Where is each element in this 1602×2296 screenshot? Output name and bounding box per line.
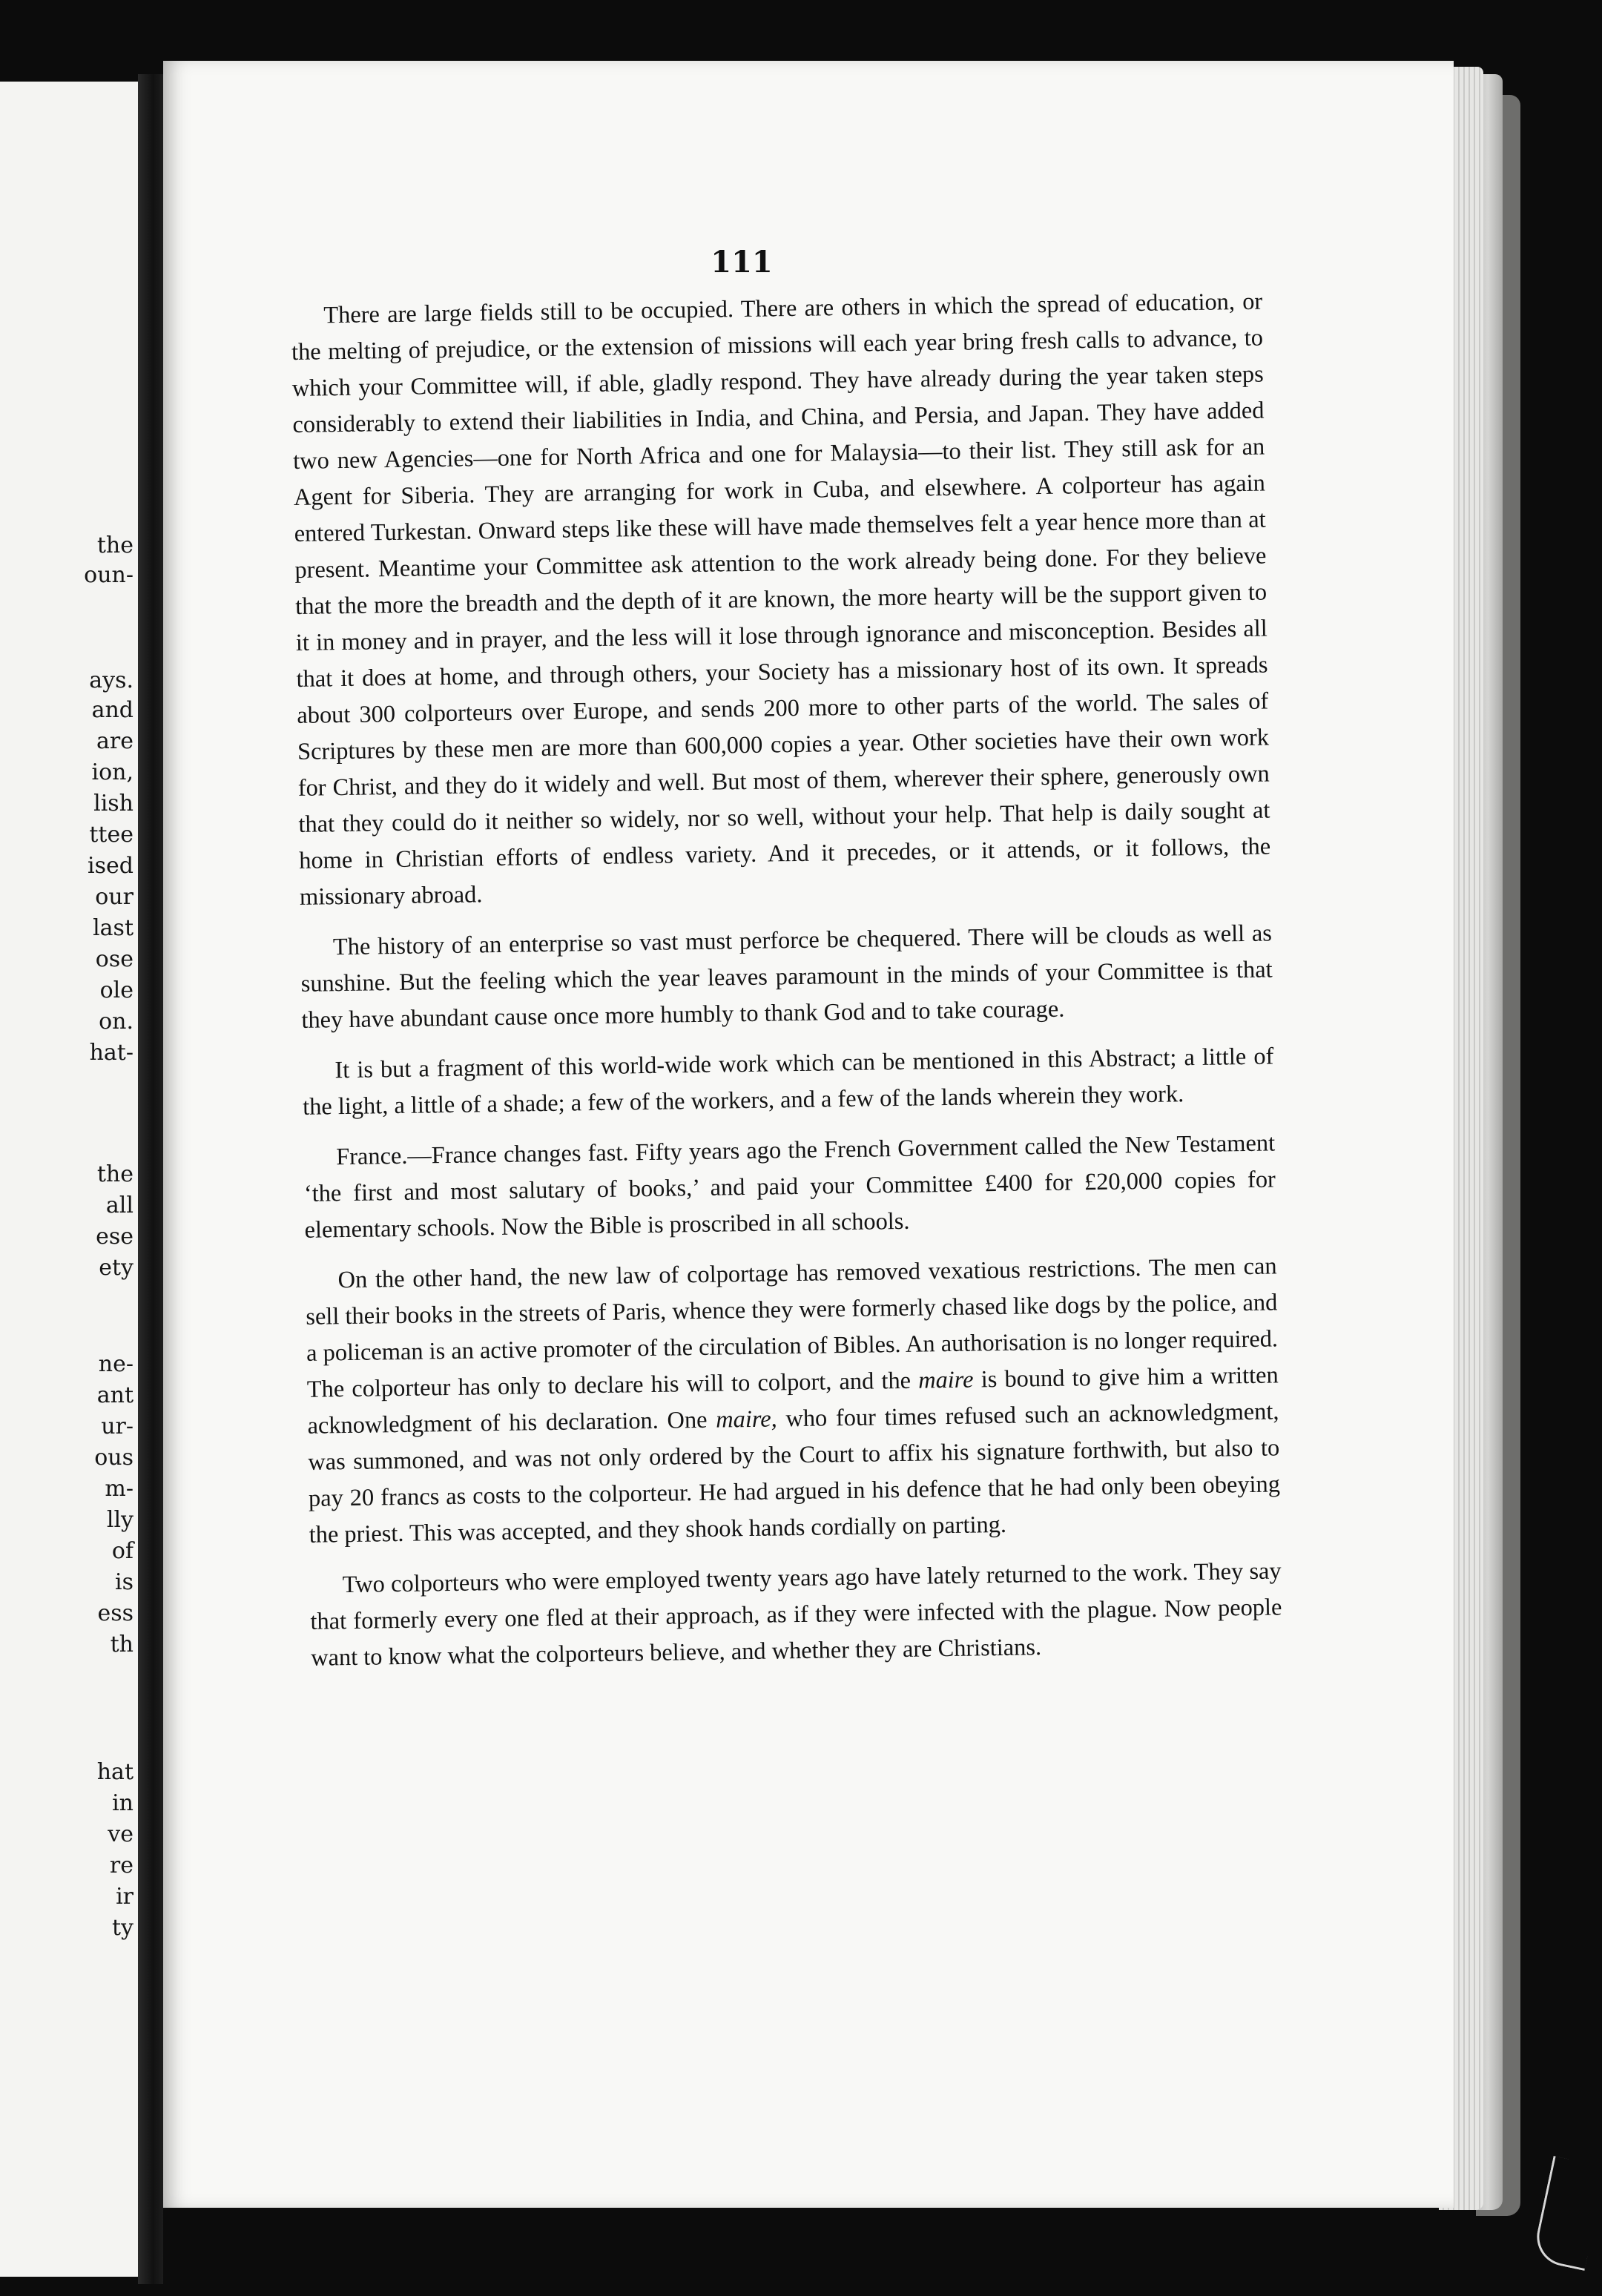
- book-gutter: [138, 74, 163, 2284]
- left-fragment: ve: [108, 1821, 134, 1847]
- left-fragment: in: [112, 1790, 134, 1816]
- left-fragment: ays.: [89, 667, 134, 693]
- left-fragment: the: [96, 532, 134, 558]
- left-fragment: ir: [116, 1884, 134, 1910]
- left-fragment: lish: [93, 791, 134, 817]
- page-number: 111: [711, 245, 773, 280]
- text-run: who four times refused such an acknowledgment, was summoned, and was not only ordered by the Court to affix his signature forthwith, but also to pay 20 francs as costs to the colporteur. He had argued in his defence that he had only been obeying the priest. This was accepted, and they shook hands cordially on parting.: [308, 1398, 1281, 1548]
- left-fragment: ole: [99, 977, 134, 1003]
- left-fragment: our: [95, 884, 134, 910]
- left-fragment: ty: [111, 1915, 134, 1941]
- left-fragment: ous: [94, 1445, 134, 1471]
- left-fragment: lly: [106, 1507, 134, 1533]
- left-fragment: ion,: [91, 759, 134, 785]
- left-fragment: and: [91, 697, 134, 723]
- page-body: [291, 284, 1283, 1691]
- paragraph-history: The history of an enterprise so vast must perforce be chequered. There will be clouds as well as sunshine. But the feeling which the year leaves paramount in the minds of your Committee is that they have abundant cause once more humbly to thank God and to take courage.: [300, 920, 1273, 1034]
- left-facing-page: [0, 82, 138, 2277]
- paragraph-returned-colporteurs: Two colporteurs who were employed twenty years ago have lately returned to the work. They say that formerly every one fled at their approach, as if they were infected with the plague. Now people want to know what the colporteurs believe, and whether they are Christians.: [310, 1557, 1282, 1672]
- paragraph-fields: There are large fields still to be occupied. There are others in which the spread of education, or the melting of prejudice, or the extension of missions will each year bring fresh calls to advance, to which your Committee will, if able, gladly respond. They have already during the year taken steps considerably to extend their liabilities in India, and China, and Persia, and Japan. They have added two new Agencies—one for North Africa and one for Malaysia—to their list. They still ask for an Agent for Siberia. They are arranging for work in Cuba, and elsewhere. A colporteur has again entered Turkestan. Onward steps like these will have made themselves felt a year hence more than at present. Meantime your Committee ask attention to the work already being done. For they believe that the more the breadth and the depth of it are known, the more hearty will be the support given to it in money and in prayer, and the less will it lose through ignorance and misconception. Besides all that it does at home, and through others, your Society has a missionary host of its own. It spreads about 300 colporteurs over Europe, and sends 200 more to other parts of the world. The sales of Scriptures by these men are more than 600,000 copies a year. Other societies have their own work for Christ, and they do it widely and well. But most of them, wherever their sphere, generously own that they could do it neither so widely, nor so well, without your help. That help is daily sought at home in Christian efforts of endless variety. And it precedes, or it attends, or it follows, the missionary abroad.: [291, 288, 1271, 911]
- text-run: is bound to give him a written acknowledgment of his declaration. One: [307, 1362, 1279, 1439]
- left-fragment: oun-: [84, 562, 134, 588]
- left-fragment: m-: [105, 1476, 134, 1502]
- left-fragment: are: [96, 728, 134, 754]
- paragraph-fragment: It is but a fragment of this world-wide work which can be mentioned in this Abstract; a little of the light, a little of a shade; a few of the workers, and a few of the lands wherein they work.: [302, 1043, 1274, 1121]
- italic-term: maire: [917, 1366, 974, 1394]
- left-fragment: ose: [95, 946, 134, 972]
- paragraph-france: France.—France changes fast. Fifty years ago the French Government called the New Testament ‘the first and most salutary of books,’ and paid your Committee £400 for £20,000 copies for elementary schools. Now the Bible is proscribed in all schools.: [303, 1129, 1276, 1244]
- paragraph-colportage-law: [305, 1248, 1281, 1553]
- left-fragment: ne-: [98, 1351, 134, 1377]
- text-run: On the other hand, the new law of colportage has removed vexatious restrictions. The men can sell their books in the streets of Paris, whence they were formerly chased like dogs by the police, and a policeman is an active promoter of the circulation of Bibles. An authorisation is no longer required. The colporteur has only to declare his will to colport, and the: [306, 1253, 1279, 1403]
- left-fragment: ur-: [101, 1413, 134, 1439]
- left-fragment: of: [111, 1538, 134, 1564]
- left-fragment: hat: [96, 1759, 134, 1785]
- left-fragment: on.: [99, 1009, 134, 1035]
- left-fragment: ant: [96, 1382, 134, 1408]
- left-fragment: th: [110, 1632, 134, 1657]
- left-fragment: last: [93, 915, 134, 941]
- left-fragment: ised: [88, 853, 134, 879]
- left-fragment: re: [109, 1853, 134, 1878]
- left-fragment: ety: [99, 1255, 134, 1281]
- left-fragment: hat-: [89, 1040, 134, 1066]
- scan-fold-mark: [1532, 2156, 1602, 2271]
- left-fragment: is: [115, 1569, 134, 1595]
- left-fragment: ess: [97, 1600, 134, 1626]
- left-fragment: ttee: [89, 822, 134, 848]
- right-page: [163, 61, 1454, 2208]
- italic-term: maire,: [715, 1405, 777, 1434]
- left-fragment: all: [105, 1192, 134, 1218]
- left-fragment: ese: [96, 1224, 134, 1250]
- left-fragment: the: [96, 1161, 134, 1187]
